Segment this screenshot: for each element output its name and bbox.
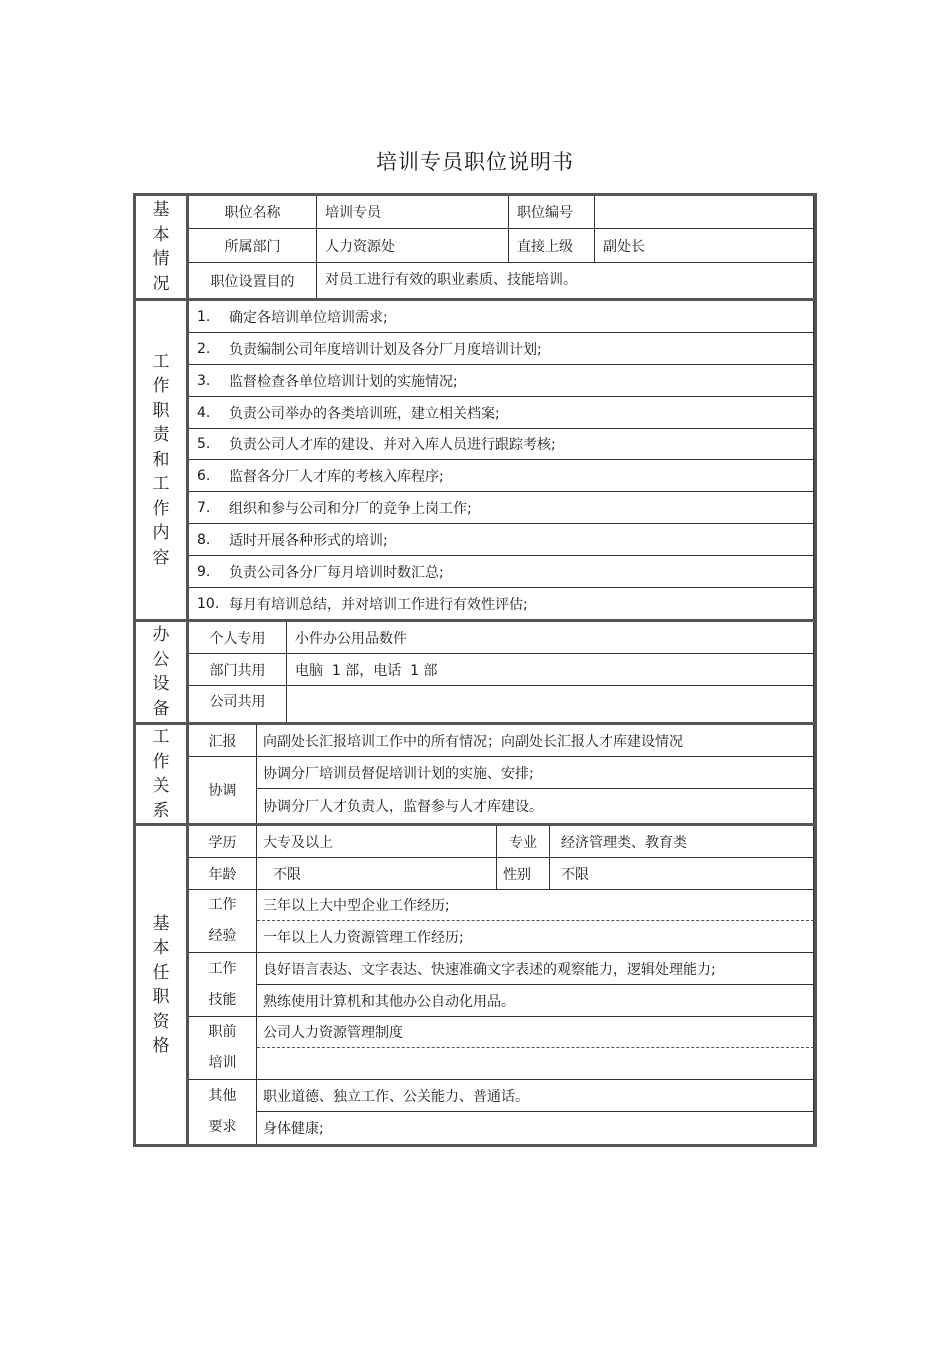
supervisor-label: 直接上级	[509, 229, 595, 263]
supervisor-value: 副处长	[595, 229, 814, 263]
education-value: 大专及以上	[257, 826, 497, 858]
document-title: 培训专员职位说明书	[376, 150, 574, 174]
age-value: 不限	[257, 858, 497, 890]
major-value: 经济管理类、教育类	[550, 826, 814, 858]
experience-value: 一年以上人力资源管理工作经历;	[257, 921, 814, 953]
experience-label: 工作 经验	[189, 890, 257, 953]
pretraining-value: 公司人力资源管理制度	[257, 1017, 814, 1048]
experience-value: 三年以上大中型企业工作经历;	[257, 890, 814, 921]
education-label: 学历	[189, 826, 257, 858]
duty-item: 9. 负责公司各分厂每月培训时数汇总;	[189, 556, 814, 588]
other-requirements-label: 其他 要求	[189, 1080, 257, 1144]
purpose-value: 对员工进行有效的职业素质、技能培训。	[317, 263, 814, 298]
position-code-value	[595, 196, 814, 229]
duty-item: 8. 适时开展各种形式的培训;	[189, 524, 814, 556]
other-requirements-value: 职业道德、独立工作、公关能力、普通话。	[257, 1080, 814, 1112]
duty-item: 3. 监督检查各单位培训计划的实施情况;	[189, 365, 814, 397]
department-label: 所属部门	[189, 229, 317, 263]
coordinate-value: 协调分厂人才负责人，监督参与人才库建设。	[257, 789, 814, 823]
position-name-value: 培训专员	[317, 196, 509, 229]
duty-item: 10. 每月有培训总结，并对培训工作进行有效性评估;	[189, 588, 814, 619]
coordinate-label: 协调	[189, 757, 257, 823]
duty-item: 6. 监督各分厂人才库的考核入库程序;	[189, 460, 814, 492]
equipment-personal-value: 小件办公用品数件	[287, 622, 814, 654]
duty-item: 7. 组织和参与公司和分厂的竞争上岗工作;	[189, 492, 814, 524]
equipment-company-value	[287, 686, 814, 722]
gender-value: 不限	[550, 858, 814, 890]
position-name-label: 职位名称	[189, 196, 317, 229]
gender-label: 性别	[497, 858, 550, 890]
equipment-personal-label: 个人专用	[189, 622, 287, 654]
department-value: 人力资源处	[317, 229, 509, 263]
duty-item: 1. 确定各培训单位培训需求;	[189, 301, 814, 333]
age-label: 年龄	[189, 858, 257, 890]
equipment-department-label: 部门共用	[189, 654, 287, 686]
duty-item: 2. 负责编制公司年度培训计划及各分厂月度培训计划;	[189, 333, 814, 365]
section-label-relations: 工 作 关 系	[152, 727, 170, 821]
equipment-company-label: 公司共用	[189, 686, 287, 722]
skills-value: 熟练使用计算机和其他办公自动化用品。	[257, 985, 814, 1017]
position-code-label: 职位编号	[509, 196, 595, 229]
major-label: 专业	[497, 826, 550, 858]
report-value: 向副处长汇报培训工作中的所有情况；向副处长汇报人才库建设情况	[257, 725, 814, 757]
section-label-duties: 工 作 职 责 和 工 作 内 容	[152, 351, 170, 568]
other-requirements-value: 身体健康;	[257, 1112, 814, 1144]
pretraining-value	[257, 1048, 814, 1080]
section-label-qualifications: 基 本 任 职 资 格	[152, 913, 170, 1056]
equipment-department-value: 电脑 1 部，电话 1 部	[287, 654, 814, 686]
section-label-basic: 基 本 情 况	[152, 200, 170, 294]
skills-value: 良好语言表达、文字表达、快速准确文字表述的观察能力，逻辑处理能力;	[257, 953, 814, 985]
purpose-label: 职位设置目的	[189, 263, 317, 298]
duty-item: 4. 负责公司举办的各类培训班，建立相关档案;	[189, 397, 814, 429]
coordinate-value: 协调分厂培训员督促培训计划的实施、安排;	[257, 757, 814, 789]
duty-item: 5. 负责公司人才库的建设、并对入库人员进行跟踪考核;	[189, 429, 814, 460]
section-label-equipment: 办 公 设 备	[152, 625, 170, 719]
report-label: 汇报	[189, 725, 257, 757]
skills-label: 工作 技能	[189, 953, 257, 1017]
pretraining-label: 职前 培训	[189, 1017, 257, 1080]
job-description-table	[133, 193, 817, 1147]
